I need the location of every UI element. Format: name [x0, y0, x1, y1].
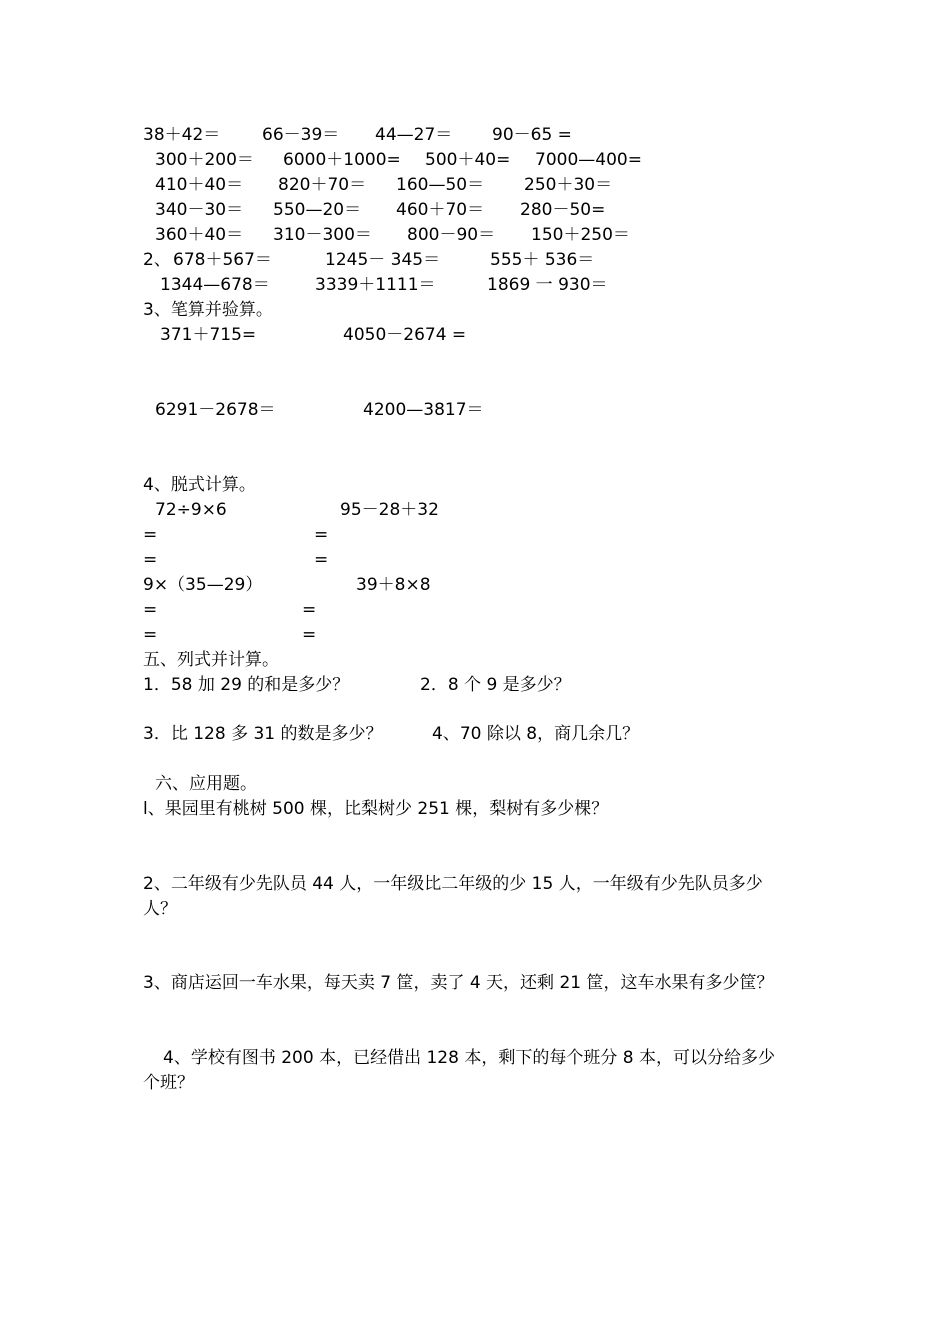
- question: 2．8 个 9 是多少？: [420, 675, 571, 695]
- calc-item: 1869 一 930＝: [487, 275, 608, 295]
- equals-sign: =: [302, 625, 317, 645]
- equals-sign: =: [302, 600, 317, 620]
- calc-item: 6291－2678＝: [155, 400, 276, 420]
- calc-item: 1245－ 345＝: [325, 250, 441, 270]
- word-problem: 3、商店运回一车水果，每天卖 7 筐，卖了 4 天，还剩 21 筐，这车水果有多少筐？: [143, 973, 774, 993]
- word-problem: l、果园里有桃树 500 棵，比梨树少 251 棵，梨树有多少棵？: [143, 799, 609, 819]
- calc-item: 6000＋1000=: [283, 150, 401, 170]
- calc-item: 72÷9×6: [155, 500, 227, 520]
- calc-item: 280－50=: [520, 200, 606, 220]
- calc-item: 4200—3817＝: [363, 400, 484, 420]
- calc-item: 371＋715=: [160, 325, 257, 345]
- calc-item: 678＋567＝: [173, 250, 272, 270]
- calc-item: 39＋8×8: [356, 575, 431, 595]
- question: 4、70 除以 8，商几余几？: [432, 724, 640, 744]
- equals-sign: =: [143, 600, 158, 620]
- calc-item: 38＋42＝: [143, 125, 221, 145]
- equals-sign: =: [314, 525, 329, 545]
- calc-item: 95－28＋32: [340, 500, 439, 520]
- calc-item: 820＋70＝: [278, 175, 367, 195]
- calc-item: 410＋40＝: [155, 175, 244, 195]
- calc-item: 800－90＝: [407, 225, 496, 245]
- section-label: 2、: [143, 250, 171, 270]
- calc-item: 460＋70＝: [396, 200, 485, 220]
- calc-item: 340－30＝: [155, 200, 244, 220]
- equals-sign: =: [143, 525, 158, 545]
- calc-item: 44—27＝: [375, 125, 453, 145]
- calc-item: 7000—400=: [535, 150, 642, 170]
- calc-item: 360＋40＝: [155, 225, 244, 245]
- equals-sign: =: [314, 550, 329, 570]
- calc-item: 150＋250＝: [531, 225, 630, 245]
- calc-item: 310－300＝: [273, 225, 372, 245]
- equals-sign: =: [143, 625, 158, 645]
- section-heading: 六、应用题。: [155, 774, 257, 794]
- section-heading: 3、笔算并验算。: [143, 300, 273, 320]
- word-problem: 2、二年级有少先队员 44 人，一年级比二年级的少 15 人，一年级有少先队员多少: [143, 874, 763, 894]
- calc-item: 250＋30＝: [524, 175, 613, 195]
- calc-item: 90－65 =: [492, 125, 572, 145]
- calc-item: 500＋40=: [425, 150, 511, 170]
- calc-item: 160—50＝: [396, 175, 485, 195]
- calc-item: 300＋200＝: [155, 150, 254, 170]
- question: 3．比 128 多 31 的数是多少？: [143, 724, 383, 744]
- question: 1．58 加 29 的和是多少？: [143, 675, 350, 695]
- calc-item: 3339＋1111＝: [315, 275, 436, 295]
- calc-item: 4050－2674 =: [343, 325, 467, 345]
- section-heading: 五、列式并计算。: [143, 650, 279, 670]
- word-problem: 人？: [143, 899, 177, 919]
- equals-sign: =: [143, 550, 158, 570]
- calc-item: 555＋ 536＝: [490, 250, 595, 270]
- calc-item: 9×（35—29）: [143, 575, 263, 595]
- word-problem: 个班？: [143, 1073, 194, 1093]
- calc-item: 550—20＝: [273, 200, 362, 220]
- calc-item: 66－39＝: [262, 125, 340, 145]
- word-problem: 4、学校有图书 200 本，已经借出 128 本，剩下的每个班分 8 本，可以分给多少: [163, 1048, 775, 1068]
- section-heading: 4、脱式计算。: [143, 475, 256, 495]
- calc-item: 1344—678＝: [160, 275, 270, 295]
